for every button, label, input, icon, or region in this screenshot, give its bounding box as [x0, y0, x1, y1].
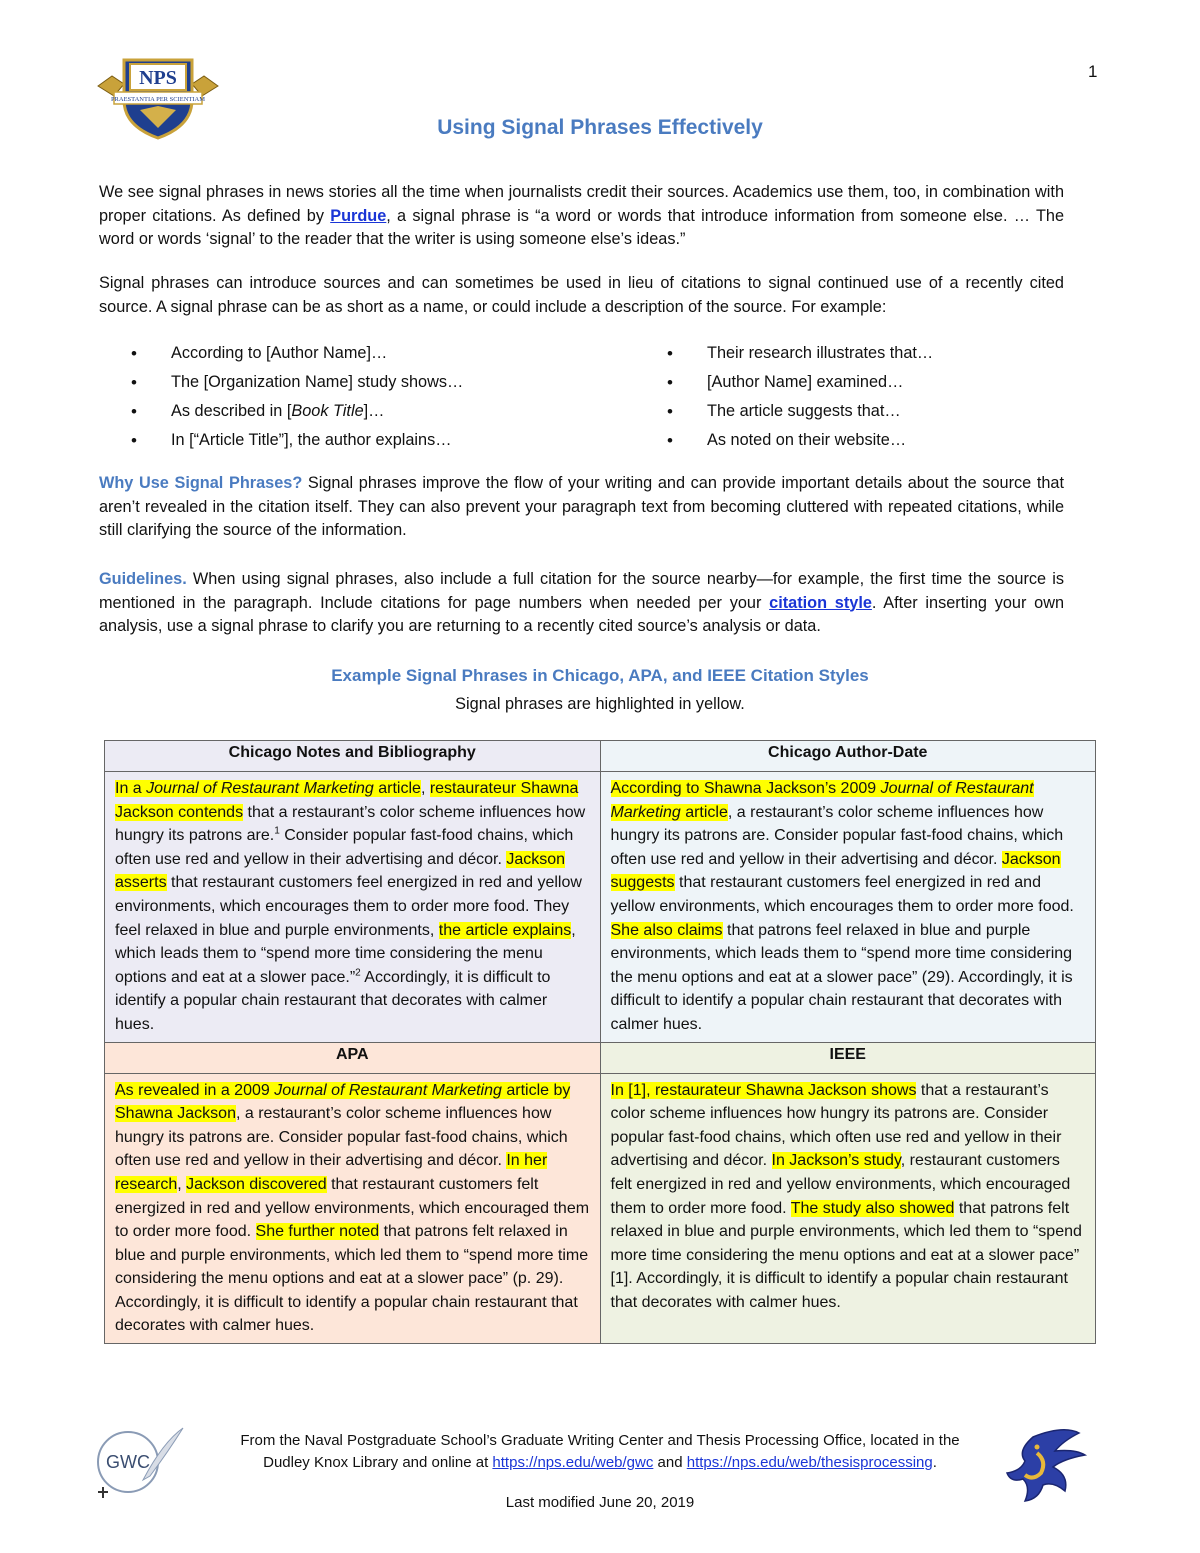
gwc-logo [88, 1422, 188, 1502]
cell-text: that patrons felt relaxed in blue and purple environments, which led them to “spend more time considering the menu options and eat at a slower pace” (p. 29). Accordingly, it is difficult to identify a popular chain restaurant that decorates with calmer hues. [115, 1223, 589, 1335]
table-header-row [105, 1042, 1096, 1073]
header-ieee: IEEE [600, 1042, 1096, 1073]
why-paragraph [99, 472, 1064, 543]
highlighted-signal-phrase: In her research [115, 1152, 548, 1193]
highlighted-signal-phrase: restaurateur Shawna Jackson contends [115, 780, 579, 821]
cell-text: , a restaurant’s color scheme influences how hungry its patrons are. Consider popular fast-food chains, which often use red and yellow in their advertising and décor. [610, 803, 1064, 868]
svg-text:GWC: GWC [106, 1452, 150, 1472]
guidelines-text-continued: . After inserting your own analysis, use a signal phrase to clarify you are returning to a recently cited source’s analysis or data. [99, 593, 1065, 635]
thesis-processing-link[interactable]: https://nps.edu/web/thesisprocessing [686, 1454, 933, 1471]
dragon-logo [1003, 1425, 1089, 1505]
highlighted-signal-phrase: Jackson suggests [610, 850, 1061, 892]
bullet-list-left [131, 342, 463, 458]
gwc-link[interactable]: https://nps.edu/web/gwc [492, 1454, 654, 1471]
cell-text: , [177, 1175, 187, 1193]
intro-text: We see signal phrases in news stories all the time when journalists credit their sources. Academics use them, too, in combination with proper citations. As defined by [99, 183, 1064, 225]
highlighted-signal-phrase: article [680, 803, 728, 821]
cell-text: , a restaurant’s color scheme influences how hungry its patrons are. Consider popular fast-food chains, which often use red and yellow in their advertising and décor. [115, 1105, 568, 1170]
cell-text: that restaurant customers feel energized in red and yellow environments, which encourages them to order more food. They feel relaxed in blue and purple environments, [115, 874, 582, 939]
highlighted-signal-phrase: Journal of Restaurant Marketing [274, 1081, 502, 1099]
cell-text: Accordingly, it is difficult to identify a popular chain restaurant that decorates with calmer hues. [115, 968, 551, 1033]
cell-text: Consider popular fast-food chains, which often use red and yellow in their advertising and décor. [115, 827, 574, 868]
highlighted-signal-phrase: Journal of Restaurant Marketing [146, 780, 374, 797]
bullet-item: • According to [Author Name]… [131, 342, 463, 371]
cell-text: that a restaurant’s color scheme influences how hungry its patrons are. Consider popular fast-food chains, which often use red and yellow in their advertising and décor. [610, 1081, 1062, 1170]
bullet-item: • [Author Name] examined… [667, 371, 933, 400]
page-number: 1 [1088, 62, 1098, 81]
bullet-item: • Their research illustrates that… [667, 342, 933, 371]
bullet-list-right [667, 342, 933, 458]
last-modified: Last modified June 20, 2019 [505, 1494, 695, 1511]
highlighted-signal-phrase: article by Shawna Jackson [115, 1081, 571, 1123]
bullet-item: • The [Organization Name] study shows… [131, 371, 463, 400]
intro-paragraph [99, 181, 1064, 252]
highlighted-signal-phrase: In [1], restaurateur Shawna Jackson shows [610, 1081, 917, 1099]
cell-text: , which leads them to “spend more time considering the menu options and eat at a slower pace.” [115, 921, 576, 986]
examples-heading: Example Signal Phrases in Chicago, APA, and IEEE Citation Styles [331, 666, 869, 685]
citation-style-link[interactable]: citation style [769, 593, 872, 612]
highlighted-signal-phrase: In Jackson’s study [771, 1152, 901, 1170]
cell-ieee [600, 1073, 1096, 1344]
highlighted-signal-phrase: She also claims [610, 921, 723, 939]
examples-table [104, 740, 1096, 1344]
cell-text: , restaurant customers felt energized in red and yellow environments, which encouraged them to order more food. [610, 1152, 1071, 1217]
highlighted-signal-phrase: In a [115, 780, 147, 797]
bullet-item: • In [“Article Title”], the author explains… [131, 429, 463, 458]
highlighted-signal-phrase: Jackson discovered [186, 1175, 327, 1193]
highlighted-signal-phrase: She further noted [255, 1223, 380, 1241]
table-row [105, 772, 1096, 1043]
bullet-item: • As noted on their website… [667, 429, 933, 458]
why-heading: Why Use Signal Phrases? [99, 474, 303, 492]
guidelines-text: When using signal phrases, also include a full citation for the source nearby—for example, the first time the source is mentioned in the paragraph. Include citations for page numbers when needed per your [99, 570, 1064, 612]
cell-text: that patrons felt relaxed in blue and purple environments, which led them to “spend more time considering the menu options and eat at a slower pace” [1]. Accordingly, it is difficult to identify a popular chain restaurant that decorates with calmer hues. [610, 1199, 1082, 1311]
cell-text: that patrons feel relaxed in blue and purple environments, which leads them to “spend more time considering the menu options and eat at a slower pace” (29). Accordingly, it is difficult to identify a popular chain restaurant that decorates with calmer hues. [610, 921, 1073, 1033]
examples-subheading: Signal phrases are highlighted in yellow. [455, 695, 745, 713]
signal-phrase-paragraph: Signal phrases can introduce sources and can sometimes be used in lieu of citations to signal continued use of a recently cited source. A signal phrase can be as short as a name, or could include a description of the source. For example: [99, 274, 1064, 316]
header-chicago-ad: Chicago Author-Date [600, 741, 1096, 772]
svg-text:NPS: NPS [139, 67, 177, 89]
bullet-item: • The article suggests that… [667, 400, 933, 429]
highlighted-signal-phrase: The study also showed [790, 1199, 955, 1217]
intro-text-continued: , a signal phrase is “a word or words that introduce information from someone else. … The word or words ‘signal’ to the reader that the writer is using someone else’s ideas.” [99, 206, 1064, 248]
footer-text [200, 1430, 1000, 1474]
bullet-item: • As described in [Book Title]… [131, 400, 463, 429]
footer-line-1: From the Naval Postgraduate School’s Graduate Writing Center and Thesis Processing Office, located in the [240, 1432, 960, 1449]
purdue-link[interactable]: Purdue [330, 206, 387, 225]
page-title: Using Signal Phrases Effectively [437, 116, 763, 139]
cell-text: , [420, 780, 430, 797]
cell-chicago-ad [600, 772, 1096, 1043]
highlighted-signal-phrase: the article explains [438, 921, 572, 939]
highlighted-signal-phrase: According to Shawna Jackson’s 2009 [610, 780, 881, 797]
highlighted-signal-phrase: Journal of Restaurant Marketing [610, 780, 1034, 821]
highlighted-signal-phrase: Jackson asserts [115, 850, 566, 892]
cell-text: that a restaurant’s color scheme influences how hungry its patrons are. [115, 803, 586, 845]
guidelines-heading: Guidelines. [99, 570, 187, 588]
cell-text: that restaurant customers feel energized in red and yellow environments, which encourages them to order more food. [610, 874, 1074, 915]
cell-apa [105, 1073, 601, 1344]
why-text: Signal phrases improve the flow of your writing and can provide important details about the source that aren’t revealed in the citation itself. They can also prevent your paragraph text from becoming cluttered with repeated citations, while still clarifying the source of the information. [99, 474, 1064, 539]
highlighted-signal-phrase: article [373, 780, 421, 797]
table-header-row [105, 741, 1096, 772]
cell-text: that restaurant customers felt energized in red and yellow environments, which encouraged them to order more food. [115, 1175, 590, 1241]
highlighted-signal-phrase: As revealed in a 2009 [115, 1081, 275, 1099]
footnote-marker: 1 [274, 825, 280, 837]
footer-line-2: Dudley Knox Library and online at https://nps.edu/web/gwc and https://nps.edu/web/thesisprocessing. [263, 1454, 937, 1471]
cell-chicago-nb [105, 772, 601, 1043]
footnote-marker: 2 [355, 967, 361, 979]
svg-text:PRAESTANTIA PER SCIENTIAM: PRAESTANTIA PER SCIENTIAM [110, 96, 206, 103]
guidelines-paragraph [99, 568, 1064, 639]
table-row [105, 1073, 1096, 1344]
header-apa: APA [105, 1042, 601, 1073]
header-chicago-nb: Chicago Notes and Bibliography [105, 741, 601, 772]
